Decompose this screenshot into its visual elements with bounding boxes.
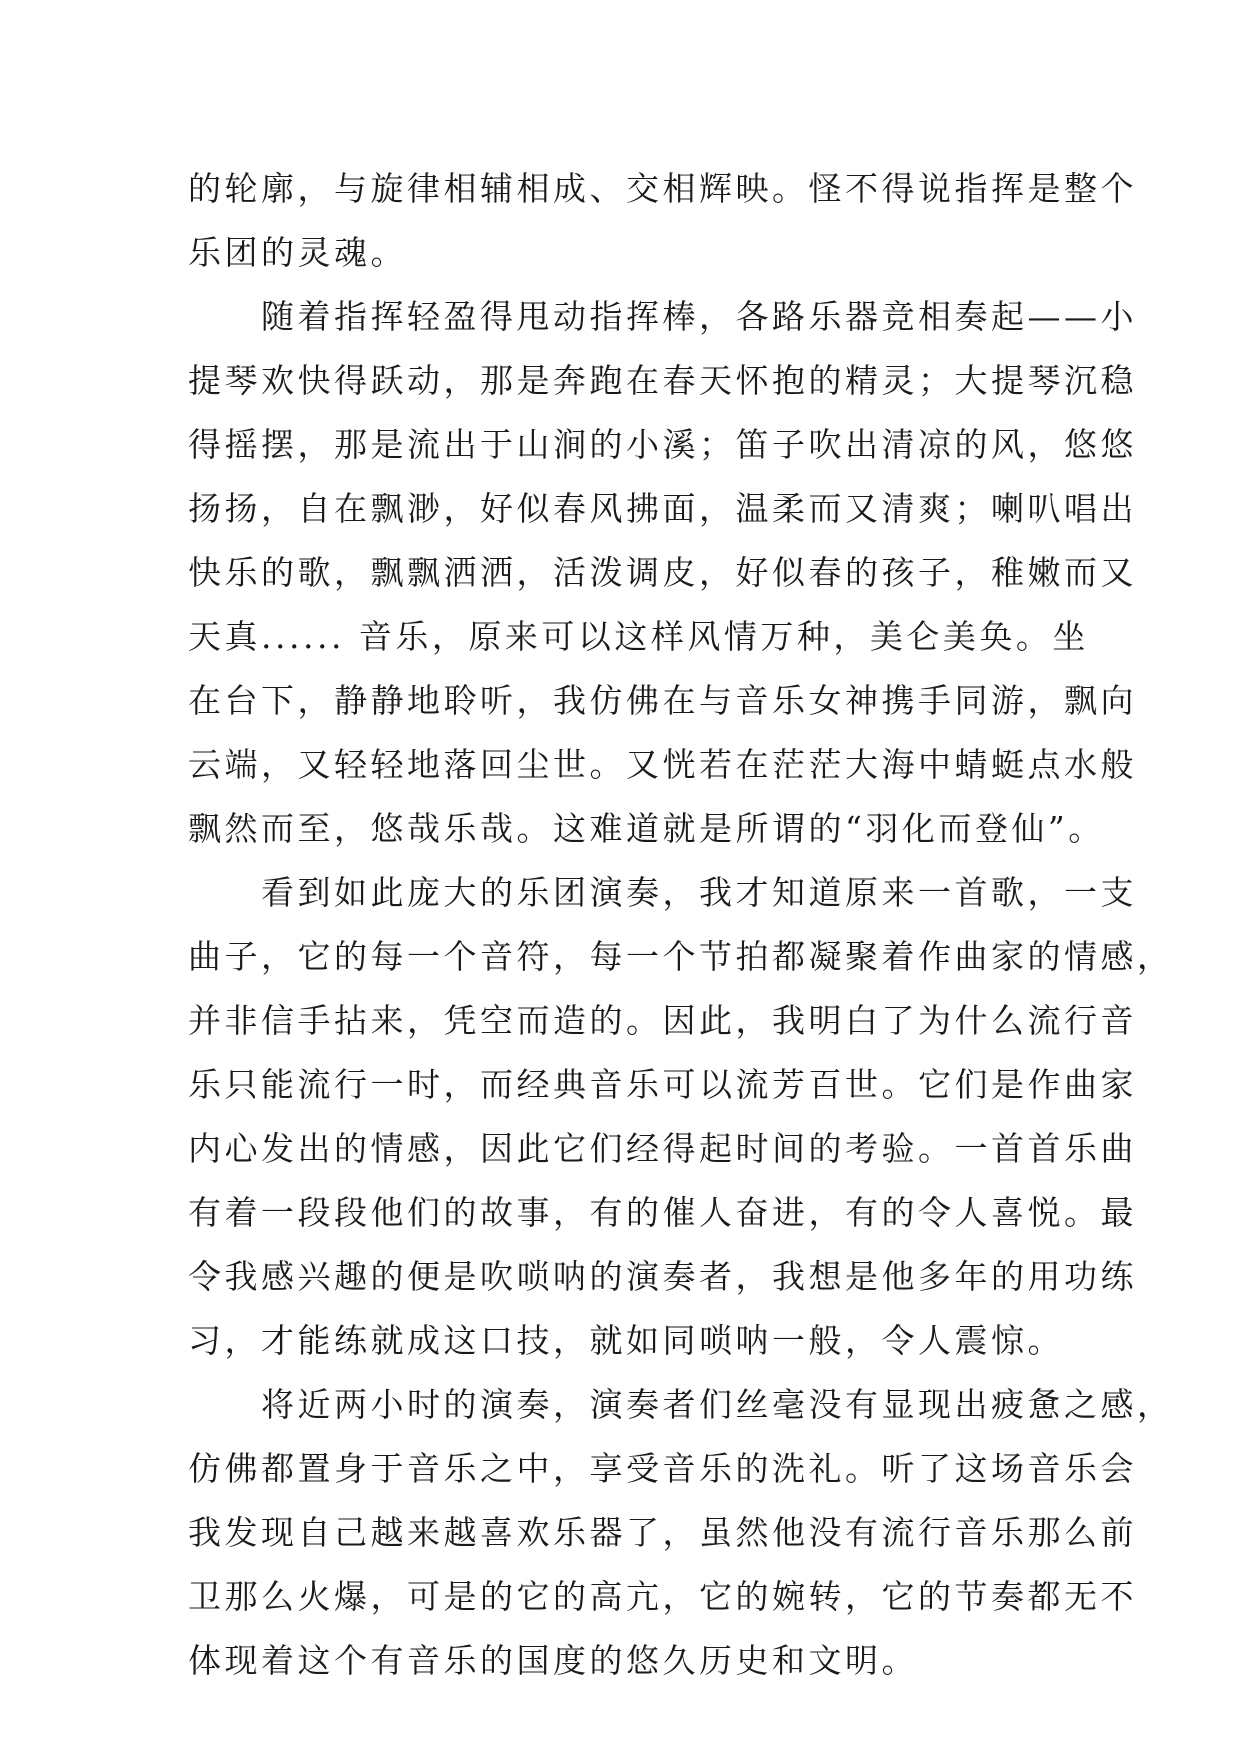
text-line: 曲子，它的每一个音符，每一个节拍都凝聚着作曲家的情感，: [188, 937, 1174, 976]
text-line: 乐团的灵魂。: [188, 233, 407, 272]
text-line: 快乐的歌，飘飘洒洒，活泼调皮，好似春的孩子，稚嫩而又: [188, 553, 1137, 592]
text-line: 云端，又轻轻地落回尘世。又恍若在茫茫大海中蜻蜓点水般: [188, 745, 1137, 784]
text-line: 随着指挥轻盈得甩动指挥棒，各路乐器竞相奏起——小: [188, 297, 1137, 336]
text-line: 天真...... 音乐，原来可以这样风情万种，美仑美奂。坐: [188, 617, 1089, 656]
text-line: 扬扬，自在飘渺，好似春风拂面，温柔而又清爽；喇叭唱出: [188, 489, 1137, 528]
text-line: 我发现自己越来越喜欢乐器了，虽然他没有流行音乐那么前: [188, 1513, 1137, 1552]
text-line: 令我感兴趣的便是吹唢呐的演奏者，我想是他多年的用功练: [188, 1257, 1137, 1296]
text-line: 看到如此庞大的乐团演奏，我才知道原来一首歌，一支: [188, 873, 1137, 912]
text-line: 飘然而至，悠哉乐哉。这难道就是所谓的“羽化而登仙”。: [188, 809, 1105, 848]
text-line: 将近两小时的演奏，演奏者们丝毫没有显现出疲惫之感，: [188, 1385, 1174, 1424]
text-line: 有着一段段他们的故事，有的催人奋进，有的令人喜悦。最: [188, 1193, 1137, 1232]
text-line: 习，才能练就成这口技，就如同唢呐一般，令人震惊。: [188, 1321, 1064, 1360]
text-line: 乐只能流行一时，而经典音乐可以流芳百世。它们是作曲家: [188, 1065, 1137, 1104]
text-line: 得摇摆，那是流出于山涧的小溪；笛子吹出清凉的风，悠悠: [188, 425, 1137, 464]
text-line: 体现着这个有音乐的国度的悠久历史和文明。: [188, 1641, 918, 1680]
text-line: 的轮廓，与旋律相辅相成、交相辉映。怪不得说指挥是整个: [188, 169, 1137, 208]
text-line: 卫那么火爆，可是的它的高亢，它的婉转，它的节奏都无不: [188, 1577, 1137, 1616]
text-line: 内心发出的情感，因此它们经得起时间的考验。一首首乐曲: [188, 1129, 1137, 1168]
text-line: 提琴欢快得跃动，那是奔跑在春天怀抱的精灵；大提琴沉稳: [188, 361, 1137, 400]
document-body: [188, 157, 1174, 1693]
text-line: 在台下，静静地聆听，我仿佛在与音乐女神携手同游，飘向: [188, 681, 1137, 720]
text-line: 并非信手拈来，凭空而造的。因此，我明白了为什么流行音: [188, 1001, 1137, 1040]
text-line: 仿佛都置身于音乐之中，享受音乐的洗礼。听了这场音乐会: [188, 1449, 1137, 1488]
